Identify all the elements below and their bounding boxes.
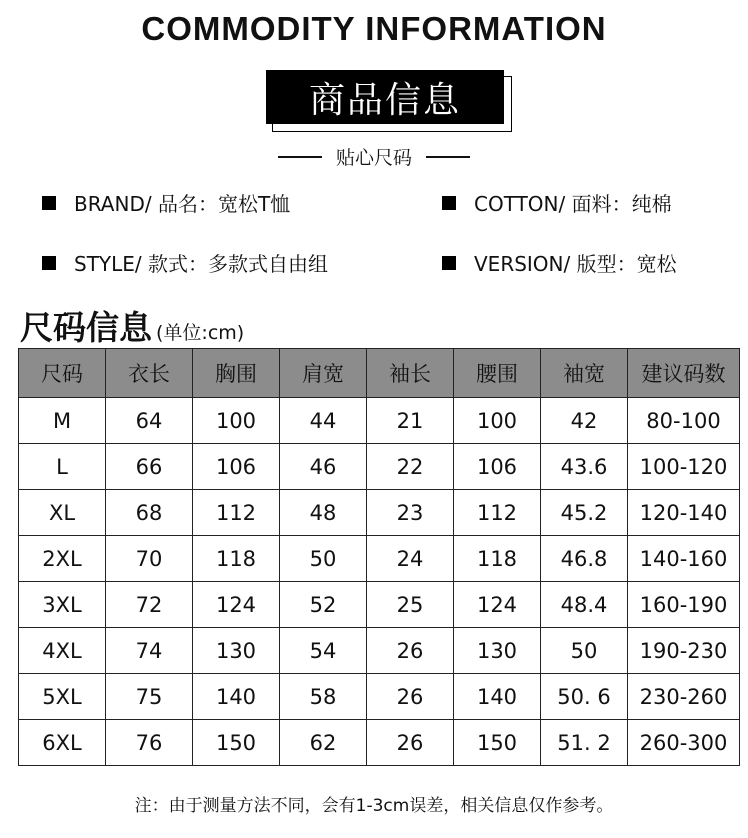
table-cell: 48 <box>280 490 367 536</box>
info-style-text: STYLE/ 款式：多款式自由组 <box>74 252 329 276</box>
table-cell: 124 <box>193 582 280 628</box>
bullet-square-icon <box>442 196 456 210</box>
table-cell: 118 <box>454 536 541 582</box>
header-cell: 建议码数 <box>628 349 740 398</box>
table-row <box>19 628 740 674</box>
table-cell: 112 <box>193 490 280 536</box>
table-cell: 50 <box>280 536 367 582</box>
table-cell: 230-260 <box>628 674 740 720</box>
title-cn: 商品信息 <box>308 79 461 121</box>
table-cell: 48.4 <box>541 582 628 628</box>
table-cell: 21 <box>367 398 454 444</box>
table-cell: 23 <box>367 490 454 536</box>
table-cell: 118 <box>193 536 280 582</box>
table-cell: 68 <box>106 490 193 536</box>
table-cell: 3XL <box>19 582 106 628</box>
table-row <box>19 490 740 536</box>
table-cell: 75 <box>106 674 193 720</box>
header-cell: 衣长 <box>106 349 193 398</box>
divider-left <box>278 156 322 158</box>
table-cell: 26 <box>367 720 454 766</box>
bullet-square-icon <box>42 256 56 270</box>
info-version-text: VERSION/ 版型：宽松 <box>474 252 677 276</box>
page-heading: COMMODITY INFORMATION <box>141 10 607 47</box>
table-cell: 100 <box>454 398 541 444</box>
table-cell: 80-100 <box>628 398 740 444</box>
table-cell: 50 <box>541 628 628 674</box>
table-cell: 42 <box>541 398 628 444</box>
table-cell: 150 <box>454 720 541 766</box>
table-row <box>19 536 740 582</box>
table-cell: 52 <box>280 582 367 628</box>
table-cell: 45.2 <box>541 490 628 536</box>
table-cell: 260-300 <box>628 720 740 766</box>
subtitle-row <box>0 143 748 170</box>
table-cell: 46.8 <box>541 536 628 582</box>
table-cell: 50. 6 <box>541 674 628 720</box>
table-cell: 25 <box>367 582 454 628</box>
header-cell: 胸围 <box>193 349 280 398</box>
header-cell: 腰围 <box>454 349 541 398</box>
table-cell: 106 <box>193 444 280 490</box>
table-cell: XL <box>19 490 106 536</box>
table-cell: 54 <box>280 628 367 674</box>
table-row <box>19 398 740 444</box>
size-table-title-text: 尺码信息 <box>20 308 152 347</box>
title-box <box>266 70 504 124</box>
table-cell: 190-230 <box>628 628 740 674</box>
bullet-square-icon <box>442 256 456 270</box>
table-row <box>19 582 740 628</box>
table-cell: 26 <box>367 628 454 674</box>
info-version <box>442 248 677 277</box>
size-table <box>18 348 740 766</box>
table-cell: 70 <box>106 536 193 582</box>
table-cell: 6XL <box>19 720 106 766</box>
table-cell: 4XL <box>19 628 106 674</box>
table-cell: 5XL <box>19 674 106 720</box>
table-cell: 150 <box>193 720 280 766</box>
table-cell: 72 <box>106 582 193 628</box>
table-cell: 100 <box>193 398 280 444</box>
table-cell: 140-160 <box>628 536 740 582</box>
table-cell: 100-120 <box>628 444 740 490</box>
table-cell: 51. 2 <box>541 720 628 766</box>
table-cell: L <box>19 444 106 490</box>
header-cell: 袖长 <box>367 349 454 398</box>
table-cell: 160-190 <box>628 582 740 628</box>
table-cell: 24 <box>367 536 454 582</box>
bullet-square-icon <box>42 196 56 210</box>
table-cell: 120-140 <box>628 490 740 536</box>
table-cell: 130 <box>454 628 541 674</box>
info-style <box>42 248 328 277</box>
header-cell: 尺码 <box>19 349 106 398</box>
table-cell: 76 <box>106 720 193 766</box>
table-cell: 106 <box>454 444 541 490</box>
table-cell: 43.6 <box>541 444 628 490</box>
table-cell: 46 <box>280 444 367 490</box>
info-material-text: COTTON/ 面料：纯棉 <box>474 192 672 216</box>
divider-right <box>426 156 470 158</box>
info-material <box>442 188 672 217</box>
table-cell: 140 <box>193 674 280 720</box>
table-cell: 140 <box>454 674 541 720</box>
table-row <box>19 444 740 490</box>
table-cell: 26 <box>367 674 454 720</box>
size-table-title <box>20 302 244 349</box>
table-row <box>19 720 740 766</box>
info-brand <box>42 188 290 217</box>
size-table-unit: (单位:cm) <box>156 322 245 344</box>
table-cell: 64 <box>106 398 193 444</box>
table-cell: 130 <box>193 628 280 674</box>
table-cell: 62 <box>280 720 367 766</box>
table-cell: 58 <box>280 674 367 720</box>
info-brand-text: BRAND/ 品名：宽松T恤 <box>74 192 291 216</box>
table-cell: 44 <box>280 398 367 444</box>
table-cell: 2XL <box>19 536 106 582</box>
header-cell: 肩宽 <box>280 349 367 398</box>
table-cell: 22 <box>367 444 454 490</box>
table-cell: 66 <box>106 444 193 490</box>
subtitle-text: 贴心尺码 <box>335 147 412 169</box>
disclaimer-note: 注：由于测量方法不同，会有1-3cm误差，相关信息仅作参考。 <box>134 796 614 816</box>
table-header-row <box>19 349 740 398</box>
table-cell: 124 <box>454 582 541 628</box>
table-row <box>19 674 740 720</box>
table-cell: M <box>19 398 106 444</box>
table-cell: 74 <box>106 628 193 674</box>
table-cell: 112 <box>454 490 541 536</box>
header-cell: 袖宽 <box>541 349 628 398</box>
